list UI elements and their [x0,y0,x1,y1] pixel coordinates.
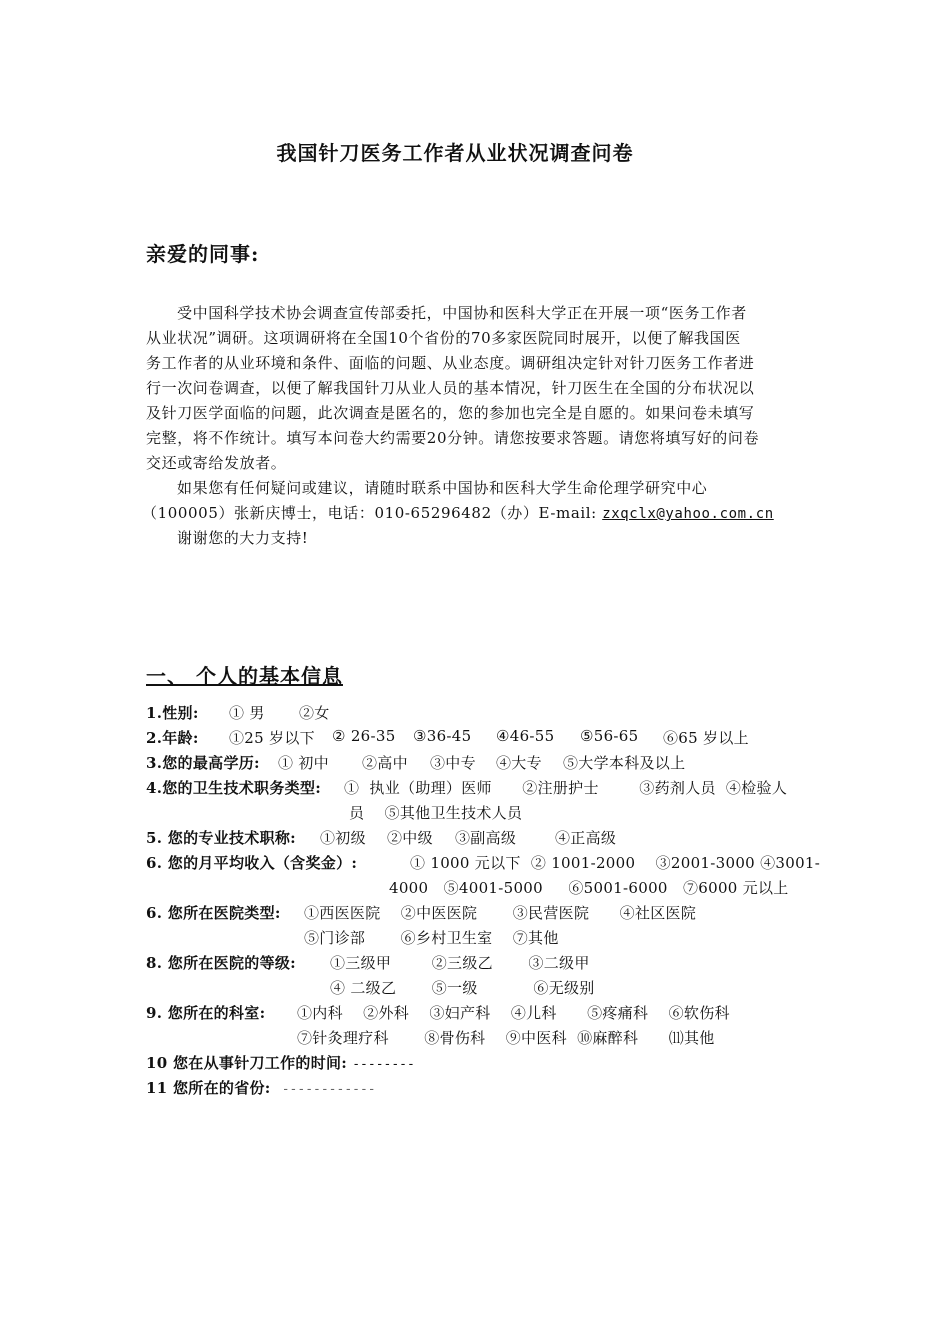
greeting: 亲爱的同事: [146,242,260,266]
question-label: 4.您的卫生技术职务类型: [146,779,322,797]
question-label: 1.性别: [146,704,199,722]
option-age-3[interactable]: ③36-45 [413,727,472,745]
question-department [146,1002,265,1023]
option-rank-4[interactable]: ④正高级 [555,829,617,847]
options-income-line1[interactable]: ① 1000 元以下 ② 1001-2000 ③2001-3000 ④3001- [410,854,821,872]
question-label: 8. 您所在医院的等级: [146,954,297,972]
option-rank-2[interactable]: ②中级 [387,829,433,847]
contact-email-link[interactable]: zxqclx@yahoo.com.cn [602,506,774,522]
document-title: 我国针刀医务工作者从业状况调查问卷 [276,141,634,165]
question-work-duration [146,1052,415,1073]
option-age-2[interactable]: ② 26-35 [332,727,396,745]
contact-line: 如果您有任何疑问或建议，请随时联系中国协和医科大学生命伦理学研究中心 [177,479,708,497]
question-job-type [146,777,321,798]
options-hospital-type-line1[interactable]: ①西医医院 ②中医医院 ③民营医院 ④社区医院 [304,904,697,922]
intro-line: 交还或寄给发放者。 [146,454,287,472]
thanks-line: 谢谢您的大力支持! [177,529,309,547]
question-label: 10 您在从事针刀工作的时间: [146,1054,348,1072]
option-age-5[interactable]: ⑤56-65 [580,727,639,745]
question-age [146,727,199,748]
intro-line: 务工作者的从业环境和条件、面临的问题、从业态度。调研组决定针对针刀医务工作者进 [146,354,755,372]
option-rank-3[interactable]: ③副高级 [455,829,517,847]
contact-phone-text: （100005）张新庆博士，电话：010-65296482（办）E-mail: [142,504,603,522]
option-edu-5[interactable]: ⑤大学本科及以上 [563,754,686,772]
question-hospital-type [146,902,281,923]
options-job-type-line1[interactable]: ① 执业（助理）医师 ②注册护士 ③药剂人员 ④检验人 [344,779,788,797]
intro-line: 行一次问卷调查，以便了解我国针刀从业人员的基本情况，针刀医生在全国的分布状况以 [146,379,755,397]
question-title-rank [146,827,296,848]
intro-line: 从业状况”调研。这项调研将在全国10个省份的70多家医院同时展开，以便了解我国医 [146,329,741,347]
answer-blank[interactable]: ------------ [281,1082,376,1097]
question-hospital-grade [146,952,296,973]
options-grade-line2[interactable]: ④ 二级乙 ⑤一级 ⑥无级别 [330,979,595,997]
option-female[interactable]: ②女 [299,704,330,722]
option-edu-3[interactable]: ③中专 [430,754,476,772]
options-hospital-type-line2[interactable]: ⑤门诊部 ⑥乡村卫生室 ⑦其他 [304,929,559,947]
contact-line-2 [142,502,774,523]
option-male[interactable]: ① 男 [229,704,265,722]
question-gender [146,702,199,723]
question-label: 6. 您的月平均收入（含奖金）: [146,854,358,872]
option-edu-1[interactable]: ① 初中 [278,754,329,772]
answer-blank[interactable]: -------- [352,1057,415,1072]
options-department-line1[interactable]: ①内科 ②外科 ③妇产科 ④儿科 ⑤疼痛科 ⑥软伤科 [297,1004,730,1022]
option-age-6[interactable]: ⑥65 岁以上 [663,729,749,747]
section-heading: 一、 个人的基本信息 [146,664,343,688]
intro-line: 及针刀医学面临的问题，此次调查是匿名的，您的参加也完全是自愿的。如果问卷未填写 [146,404,755,422]
options-income-line2[interactable]: 4000 ⑤4001-5000 ⑥5001-6000 ⑦6000 元以上 [389,879,789,897]
question-label: 3.您的最高学历: [146,754,260,772]
option-edu-2[interactable]: ②高中 [362,754,408,772]
question-label: 5. 您的专业技术职称: [146,829,297,847]
options-department-line2[interactable]: ⑦针灸理疗科 ⑧骨伤科 ⑨中医科 ⑩麻醉科 ⑾其他 [297,1029,715,1047]
option-age-1[interactable]: ①25 岁以下 [229,729,315,747]
question-province [146,1077,376,1098]
option-rank-1[interactable]: ①初级 [320,829,366,847]
question-label: 11 您所在的省份: [146,1079,271,1097]
question-education [146,752,260,773]
question-label: 6. 您所在医院类型: [146,904,281,922]
intro-line: 受中国科学技术协会调查宣传部委托，中国协和医科大学正在开展一项“医务工作者 [177,304,747,322]
option-age-4[interactable]: ④46-55 [496,727,555,745]
options-job-type-line2[interactable]: 员 ⑤其他卫生技术人员 [349,804,523,822]
question-income [146,852,357,873]
option-edu-4[interactable]: ④大专 [496,754,542,772]
question-label: 9. 您所在的科室: [146,1004,266,1022]
options-grade-line1[interactable]: ①三级甲 ②三级乙 ③二级甲 [330,954,590,972]
question-label: 2.年龄: [146,729,199,747]
intro-line: 完整，将不作统计。填写本问卷大约需要20分钟。请您按要求答题。请您将填写好的问卷 [146,429,760,447]
